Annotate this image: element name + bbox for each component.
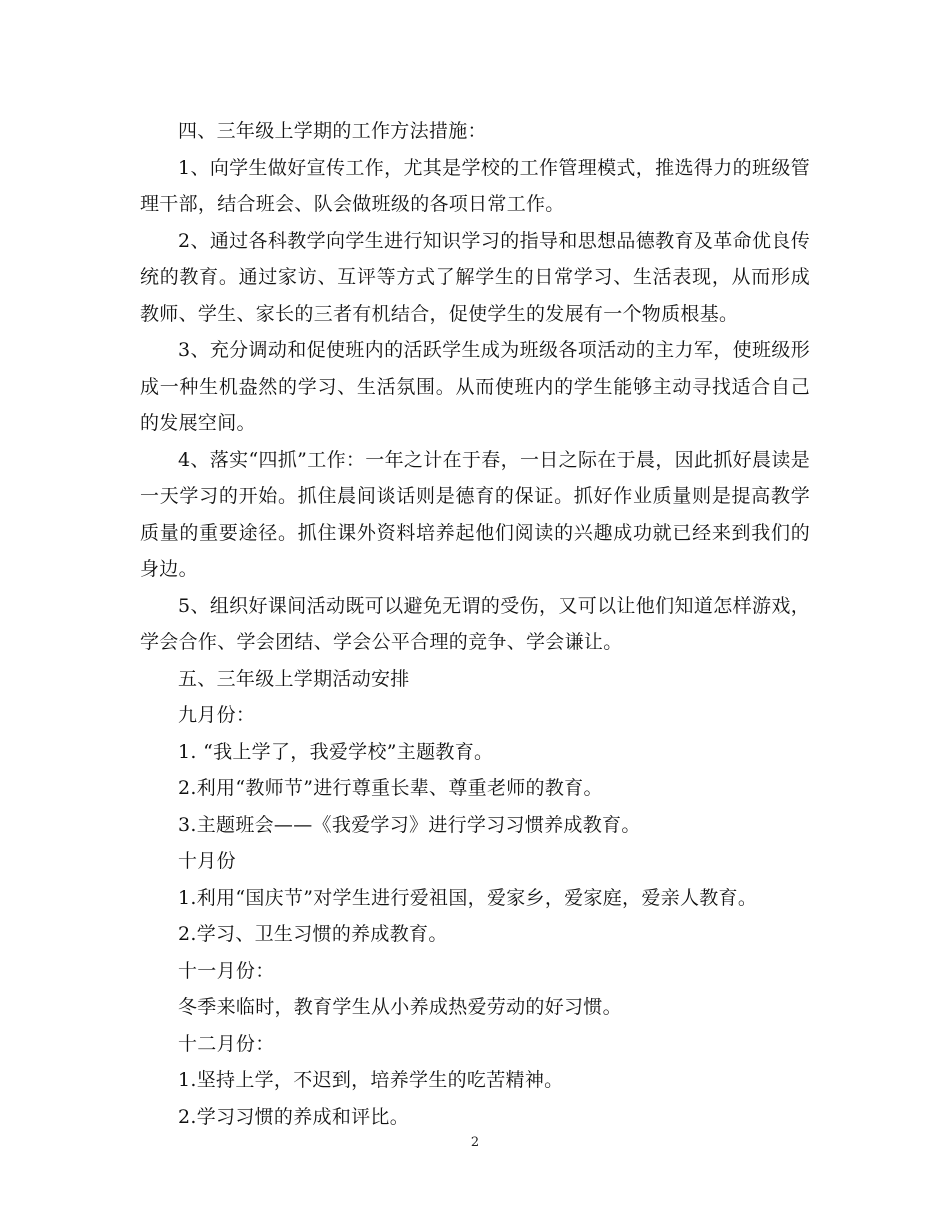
paragraph: 3、充分调动和促使班内的活跃学生成为班级各项活动的主力军，使班级形成一种生机盎然的学习、生活氛围。从而使班内的学生能够主动寻找适合自己的发展空间。	[140, 339, 810, 434]
list-item: 2.利用“教师节”进行尊重长辈、尊重老师的教育。	[178, 777, 603, 799]
section-heading-methods: 四、三年级上学期的工作方法措施：	[178, 120, 487, 142]
month-heading: 十一月份：	[178, 959, 275, 982]
month-heading: 十月份	[178, 850, 236, 872]
paragraph: 1、向学生做好宣传工作，尤其是学校的工作管理模式，推选得力的班级管理干部，结合班会、队会做班级的各项日常工作。	[140, 156, 810, 215]
list-item: 1. “我上学了，我爱学校”主题教育。	[178, 740, 494, 763]
list-item: 2.学习习惯的养成和评比。	[178, 1105, 410, 1128]
list-item: 2.学习、卫生习惯的养成教育。	[178, 923, 448, 945]
month-heading: 十二月份：	[178, 1032, 275, 1055]
paragraph: 2、通过各科教学向学生进行知识学习的指导和思想品德教育及革命优良传统的教育。通过家访、互评等方式了解学生的日常学习、生活表现，从而形成教师、学生、家长的三者有机结合，促使学生的发展有一个物质根基。	[140, 229, 810, 325]
section-heading-activities: 五、三年级上学期活动安排	[178, 667, 410, 690]
document-body	[140, 113, 810, 1135]
list-item: 冬季来临时，教育学生从小养成热爱劳动的好习惯。	[178, 996, 622, 1018]
paragraph: 4、落实“四抓”工作：一年之计在于春，一日之际在于晨，因此抓好晨读是一天学习的开始。抓住晨间谈话则是德育的保证。抓好作业质量则是提高教学质量的重要途径。抓住课外资料培养起他们阅读的兴趣成功就已经来到我们的身边。	[140, 448, 810, 580]
list-item: 1.利用“国庆节”对学生进行爱祖国，爱家乡，爱家庭，爱亲人教育。	[178, 886, 758, 909]
list-item: 1.坚持上学，不迟到，培养学生的吃苦精神。	[178, 1069, 564, 1091]
paragraph: 5、组织好课间活动既可以避免无谓的受伤，又可以让他们知道怎样游戏，学会合作、学会团结、学会公平合理的竞争、学会谦让。	[140, 594, 810, 653]
list-item: 3.主题班会——《我爱学习》进行学习习惯养成教育。	[178, 813, 641, 836]
page-number: 2	[470, 1135, 480, 1150]
month-heading: 九月份：	[178, 704, 256, 726]
